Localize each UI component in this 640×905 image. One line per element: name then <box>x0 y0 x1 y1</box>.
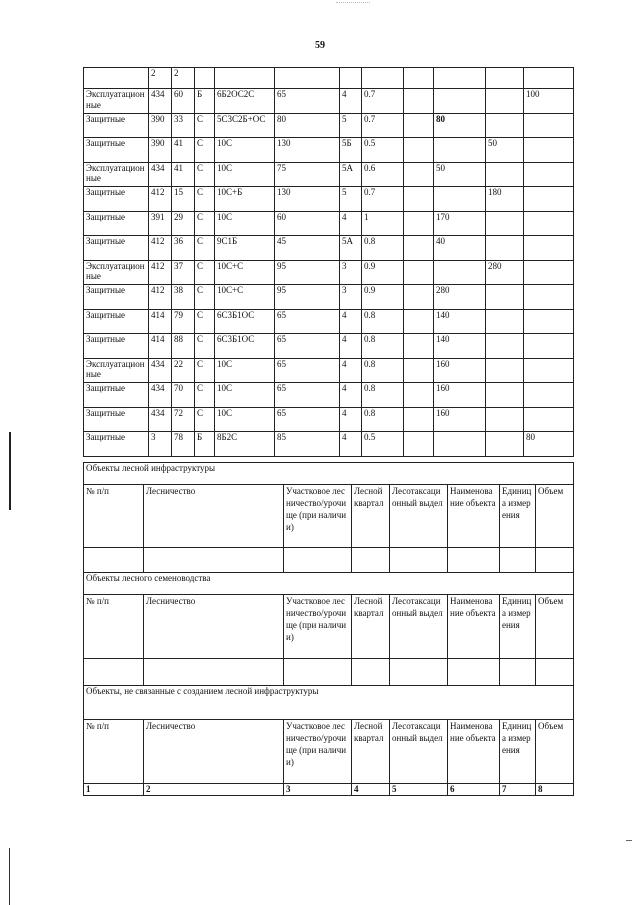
table-cell: Защитные <box>84 138 149 163</box>
table-cell: 65 <box>275 89 340 114</box>
table-cell: 79 <box>172 309 195 334</box>
table-cell: 0.7 <box>362 187 404 212</box>
table-cell: 0.8 <box>362 383 404 408</box>
table-cell: 0.8 <box>362 309 404 334</box>
empty-cell <box>500 659 536 686</box>
footer-number: 7 <box>500 784 536 796</box>
header-cell: Лесничество <box>144 595 284 659</box>
table-cell: 280 <box>434 285 486 310</box>
header-cell: Единица измерения <box>500 485 536 548</box>
table-cell <box>404 285 434 310</box>
table-cell: 45 <box>275 236 340 261</box>
footer-number: 2 <box>144 784 284 796</box>
table-cell: С <box>195 113 215 138</box>
table-cell: 280 <box>486 260 524 285</box>
header-cell: Единица измерения <box>500 595 536 659</box>
empty-cell <box>500 548 536 573</box>
table-cell: С <box>195 383 215 408</box>
table-row <box>84 236 574 261</box>
table-cell: 130 <box>275 187 340 212</box>
table-cell <box>84 68 149 89</box>
table-cell: 5 <box>340 113 362 138</box>
header-cell: Лесной квартал <box>352 595 390 659</box>
empty-cell <box>536 548 574 573</box>
table-cell: 10С <box>215 358 275 383</box>
table-cell <box>524 162 574 187</box>
infra-objects-table <box>83 462 574 796</box>
table-cell: 414 <box>149 334 172 359</box>
table-cell: 3 <box>149 432 172 457</box>
table-cell: 434 <box>149 383 172 408</box>
empty-cell <box>390 659 448 686</box>
table-cell: 75 <box>275 162 340 187</box>
header-cell: Лесотаксационный выдел <box>390 720 448 784</box>
table-cell: 78 <box>172 432 195 457</box>
table-cell: 4 <box>340 383 362 408</box>
table-cell <box>486 162 524 187</box>
table-cell: Б <box>195 89 215 114</box>
table-cell: 41 <box>172 162 195 187</box>
table-cell: 8Б2С <box>215 432 275 457</box>
empty-cell <box>284 548 352 573</box>
table-cell: 10С+С <box>215 260 275 285</box>
header-cell: № п/п <box>84 485 144 548</box>
table-cell <box>434 432 486 457</box>
table-cell: Эксплуатационные <box>84 358 149 383</box>
table-cell <box>486 358 524 383</box>
table-cell <box>404 68 434 89</box>
table-row <box>84 187 574 212</box>
table-cell: 434 <box>149 89 172 114</box>
table-cell: 4 <box>340 358 362 383</box>
table-cell: 85 <box>275 432 340 457</box>
section-title: Объекты лесного семеноводства <box>84 573 574 595</box>
table-cell: 0.8 <box>362 358 404 383</box>
table-cell <box>195 68 215 89</box>
table-cell <box>524 138 574 163</box>
table-cell <box>524 211 574 236</box>
footer-number: 8 <box>536 784 574 796</box>
table-cell: С <box>195 407 215 432</box>
table-cell <box>486 113 524 138</box>
table-cell: 0.9 <box>362 260 404 285</box>
table-cell <box>340 68 362 89</box>
table-cell: Защитные <box>84 113 149 138</box>
table-cell: 412 <box>149 236 172 261</box>
table-cell <box>404 89 434 114</box>
empty-cell <box>144 548 284 573</box>
table-cell: 80 <box>434 113 486 138</box>
header-cell: Лесотаксационный выдел <box>390 595 448 659</box>
table-cell: 130 <box>275 138 340 163</box>
table-cell: С <box>195 309 215 334</box>
table-cell <box>486 432 524 457</box>
table-cell: 10С <box>215 407 275 432</box>
table-cell: 60 <box>172 89 195 114</box>
table-cell <box>434 138 486 163</box>
table-cell: С <box>195 187 215 212</box>
table-cell: С <box>195 334 215 359</box>
table-cell <box>524 407 574 432</box>
table-cell: 40 <box>434 236 486 261</box>
header-cell: Участковое лесничество/урочище (при наличии) <box>284 485 352 548</box>
table-cell <box>486 407 524 432</box>
table-cell: 0.6 <box>362 162 404 187</box>
header-cell: Лесничество <box>144 485 284 548</box>
table-cell: 41 <box>172 138 195 163</box>
table-cell <box>434 89 486 114</box>
table-cell: 4 <box>340 211 362 236</box>
table-cell: С <box>195 138 215 163</box>
table-cell: 50 <box>434 162 486 187</box>
table-cell: 9С1Б <box>215 236 275 261</box>
empty-cell <box>352 548 390 573</box>
table-cell: 412 <box>149 260 172 285</box>
table-cell: 2 <box>172 68 195 89</box>
table-cell: 2 <box>149 68 172 89</box>
table-cell <box>404 162 434 187</box>
table-cell: 414 <box>149 309 172 334</box>
table-cell: С <box>195 211 215 236</box>
table-cell: 33 <box>172 113 195 138</box>
table-cell: 5С3С2Б+ОС <box>215 113 275 138</box>
header-cell: № п/п <box>84 720 144 784</box>
header-cell: Лесной квартал <box>352 720 390 784</box>
table-cell: 100 <box>524 89 574 114</box>
table-cell: 160 <box>434 383 486 408</box>
table-cell <box>362 68 404 89</box>
table-cell: 80 <box>275 113 340 138</box>
table-row <box>84 211 574 236</box>
table-cell <box>404 432 434 457</box>
header-cell: Лесной квартал <box>352 485 390 548</box>
table-cell <box>524 187 574 212</box>
table-cell: 434 <box>149 358 172 383</box>
table-cell: 65 <box>275 309 340 334</box>
table-cell: 88 <box>172 334 195 359</box>
table-cell: 65 <box>275 334 340 359</box>
table-cell: 4 <box>340 407 362 432</box>
margin-mark <box>9 432 11 510</box>
header-cell: Лесничество <box>144 720 284 784</box>
table-cell: 5 <box>340 187 362 212</box>
table-cell <box>524 309 574 334</box>
table-row <box>84 162 574 187</box>
table-cell <box>404 113 434 138</box>
table-cell: 0.9 <box>362 285 404 310</box>
table-cell: 1 <box>362 211 404 236</box>
table-cell: 412 <box>149 187 172 212</box>
table-cell <box>486 89 524 114</box>
table-cell: 6С3Б1ОС <box>215 334 275 359</box>
table-row <box>84 285 574 310</box>
table-cell: 0.8 <box>362 334 404 359</box>
header-cell: Наименование объекта <box>448 595 500 659</box>
table-cell: С <box>195 236 215 261</box>
header-cell: Объем <box>536 485 574 548</box>
empty-cell <box>390 548 448 573</box>
table-cell <box>404 334 434 359</box>
forest-table <box>83 67 574 457</box>
header-cell: Участковое лесничество/урочище (при наличии) <box>284 595 352 659</box>
table-cell <box>215 68 275 89</box>
table-cell: 4 <box>340 432 362 457</box>
table-cell: 391 <box>149 211 172 236</box>
table-cell: 5А <box>340 162 362 187</box>
table-cell: С <box>195 285 215 310</box>
table-row <box>84 113 574 138</box>
table-cell: 180 <box>486 187 524 212</box>
empty-cell <box>536 659 574 686</box>
table-cell: 5Б <box>340 138 362 163</box>
table-cell <box>486 285 524 310</box>
table-row <box>84 358 574 383</box>
table-cell: С <box>195 260 215 285</box>
empty-cell <box>448 548 500 573</box>
table-cell <box>486 236 524 261</box>
header-cell: Наименование объекта <box>448 485 500 548</box>
header-cell: Единица измерения <box>500 720 536 784</box>
page-number: 59 <box>315 40 325 51</box>
footer-number: 4 <box>352 784 390 796</box>
empty-cell <box>284 659 352 686</box>
header-cell: Участковое лесничество/урочище (при наличии) <box>284 720 352 784</box>
table-cell: 5А <box>340 236 362 261</box>
table-row <box>84 334 574 359</box>
table-cell <box>486 309 524 334</box>
table-cell: Защитные <box>84 211 149 236</box>
header-cell: Наименование объекта <box>448 720 500 784</box>
table-cell: 65 <box>275 407 340 432</box>
table-cell: 170 <box>434 211 486 236</box>
table-cell <box>404 358 434 383</box>
table-cell: Защитные <box>84 407 149 432</box>
table-cell <box>524 113 574 138</box>
footer-number: 5 <box>390 784 448 796</box>
table-cell: 10С <box>215 383 275 408</box>
table-row <box>84 309 574 334</box>
table-cell: 65 <box>275 358 340 383</box>
table-cell: 22 <box>172 358 195 383</box>
table-cell: Эксплуатационные <box>84 162 149 187</box>
table-cell: 37 <box>172 260 195 285</box>
table-cell: 434 <box>149 162 172 187</box>
table-cell: Защитные <box>84 383 149 408</box>
table-cell <box>404 236 434 261</box>
table-cell: С <box>195 358 215 383</box>
table-cell <box>524 383 574 408</box>
table-cell <box>486 211 524 236</box>
empty-cell <box>144 659 284 686</box>
table-cell <box>404 309 434 334</box>
table-cell: 95 <box>275 285 340 310</box>
section-title: Объекты, не связанные с созданием лесной инфраструктуры <box>84 686 574 720</box>
table-cell: 0.5 <box>362 138 404 163</box>
table-row <box>84 138 574 163</box>
table-cell: 29 <box>172 211 195 236</box>
table-cell: 10С+С <box>215 285 275 310</box>
table-cell: Защитные <box>84 309 149 334</box>
table-cell: 390 <box>149 113 172 138</box>
footer-number: 6 <box>448 784 500 796</box>
table-cell: 0.5 <box>362 432 404 457</box>
table-cell: Защитные <box>84 432 149 457</box>
table-row <box>84 68 574 89</box>
empty-cell <box>84 548 144 573</box>
margin-mark <box>626 840 632 841</box>
header-cell: № п/п <box>84 595 144 659</box>
table-cell: Б <box>195 432 215 457</box>
table-cell: 0.8 <box>362 407 404 432</box>
table-cell: 140 <box>434 334 486 359</box>
table-cell: 4 <box>340 334 362 359</box>
table-row <box>84 407 574 432</box>
header-cell: Объем <box>536 720 574 784</box>
table-cell: 36 <box>172 236 195 261</box>
table-cell: Эксплуатационные <box>84 89 149 114</box>
empty-cell <box>352 659 390 686</box>
table-cell: 3 <box>340 285 362 310</box>
table-row <box>84 383 574 408</box>
table-cell: 50 <box>486 138 524 163</box>
table-cell <box>434 260 486 285</box>
table-cell: Защитные <box>84 285 149 310</box>
table-cell <box>524 236 574 261</box>
empty-cell <box>448 659 500 686</box>
table-cell: 38 <box>172 285 195 310</box>
table-cell: Защитные <box>84 334 149 359</box>
table-cell <box>275 68 340 89</box>
table-cell: 15 <box>172 187 195 212</box>
margin-mark <box>9 848 10 905</box>
table-cell: 95 <box>275 260 340 285</box>
table-cell <box>404 260 434 285</box>
table-cell: 80 <box>524 432 574 457</box>
footer-number: 3 <box>284 784 352 796</box>
table-cell: 0.7 <box>362 89 404 114</box>
table-cell: 70 <box>172 383 195 408</box>
table-row <box>84 260 574 285</box>
table-cell <box>434 187 486 212</box>
table-cell: 0.7 <box>362 113 404 138</box>
table-cell: 412 <box>149 285 172 310</box>
table-cell: Защитные <box>84 187 149 212</box>
footer-number: 1 <box>84 784 144 796</box>
table-cell: Эксплуатационные <box>84 260 149 285</box>
table-cell: 434 <box>149 407 172 432</box>
table-cell: 6С3Б1ОС <box>215 309 275 334</box>
table-cell <box>404 211 434 236</box>
table-row <box>84 89 574 114</box>
table-cell <box>524 260 574 285</box>
table-cell <box>404 383 434 408</box>
table-cell: 10С <box>215 162 275 187</box>
empty-cell <box>84 659 144 686</box>
table-cell: 72 <box>172 407 195 432</box>
table-cell: 10С <box>215 211 275 236</box>
table-cell <box>404 407 434 432</box>
table-cell <box>486 383 524 408</box>
header-cell: Объем <box>536 595 574 659</box>
header-cell: Лесотаксационный выдел <box>390 485 448 548</box>
table-cell: С <box>195 162 215 187</box>
table-cell: 10С <box>215 138 275 163</box>
table-cell: 160 <box>434 407 486 432</box>
table-cell: 160 <box>434 358 486 383</box>
table-row <box>84 432 574 457</box>
table-cell <box>434 68 486 89</box>
table-cell: 4 <box>340 309 362 334</box>
table-cell: Защитные <box>84 236 149 261</box>
table-cell: 10С+Б <box>215 187 275 212</box>
table-cell: 140 <box>434 309 486 334</box>
table-cell <box>524 68 574 89</box>
table-cell <box>486 334 524 359</box>
section-title: Объекты лесной инфраструктуры <box>84 463 574 485</box>
table-cell: 4 <box>340 89 362 114</box>
table-cell <box>404 138 434 163</box>
table-cell: 390 <box>149 138 172 163</box>
table-cell <box>524 358 574 383</box>
table-cell <box>524 285 574 310</box>
table-cell: 65 <box>275 383 340 408</box>
table-cell: 3 <box>340 260 362 285</box>
table-cell: 0.8 <box>362 236 404 261</box>
table-cell: 60 <box>275 211 340 236</box>
table-cell <box>404 187 434 212</box>
table-cell: 6Б2ОС2С <box>215 89 275 114</box>
scan-artifact <box>336 2 370 9</box>
table-cell <box>486 68 524 89</box>
table-cell <box>524 334 574 359</box>
